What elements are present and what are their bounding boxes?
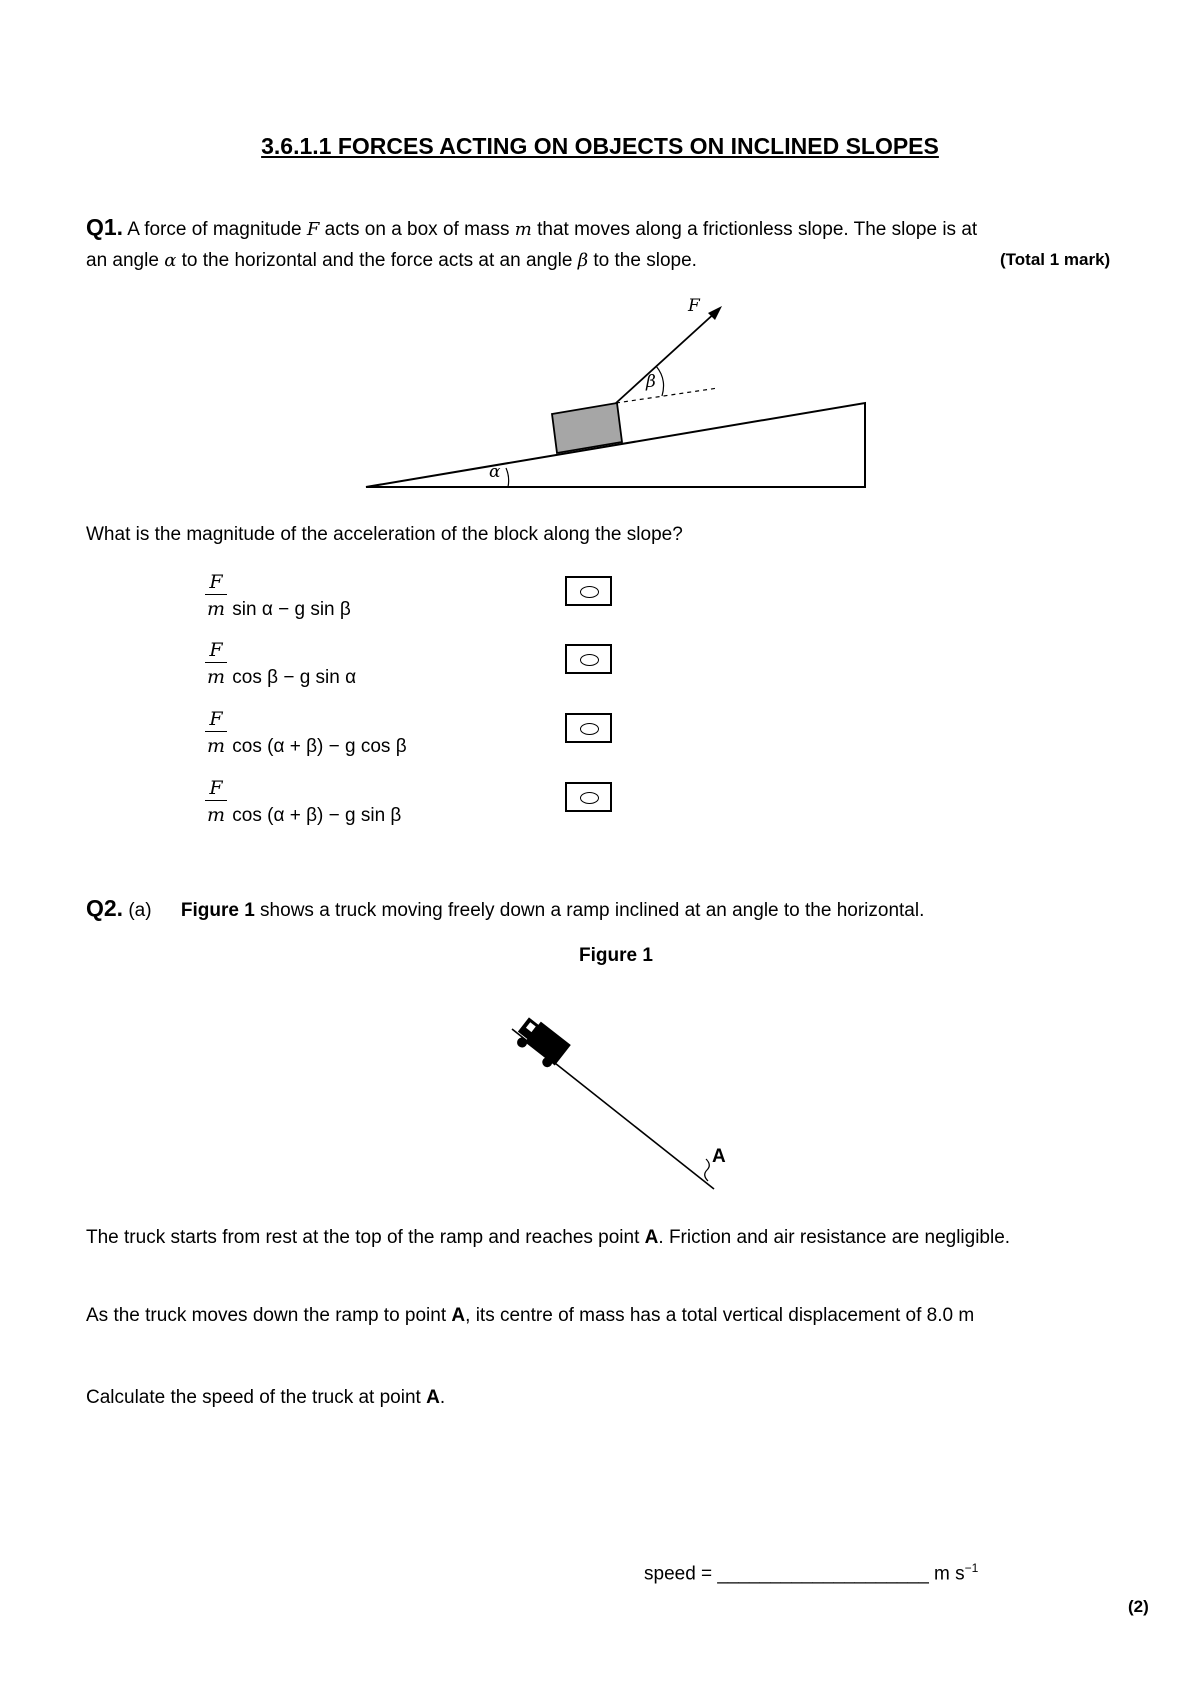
option-3-numerator: F (205, 707, 227, 732)
figure-reference: Figure 1 (180, 900, 255, 921)
option-2-numerator: F (205, 638, 227, 663)
inclined-slope-diagram (360, 295, 880, 495)
oval-icon (580, 723, 599, 735)
option-3-radio[interactable] (565, 713, 612, 743)
option-2-denominator: m (206, 666, 226, 688)
option-1-radio[interactable] (565, 576, 612, 606)
speed-label: speed = (644, 1563, 718, 1585)
option-3-denominator: m (206, 735, 226, 757)
option-4-denominator: m (206, 804, 226, 826)
q2-instruction: Calculate the speed of the truck at point A. (86, 1387, 446, 1408)
q1-number: Q1. (86, 214, 124, 240)
alpha-label: α (489, 462, 501, 482)
page-title: 3.6.1.1 FORCES ACTING ON OBJECTS ON INCLINED SLOPES (261, 133, 939, 159)
option-1-numerator: F (205, 570, 227, 595)
option-4-numerator: F (205, 776, 227, 801)
speed-answer-line (644, 1561, 978, 1585)
option-1 (205, 570, 525, 624)
force-arrow-line (616, 311, 717, 403)
option-4-radio[interactable] (565, 782, 612, 812)
oval-icon (580, 792, 599, 804)
speed-unit-exponent: −1 (964, 1561, 979, 1575)
oval-icon (580, 586, 599, 598)
alpha-arc (506, 468, 509, 487)
option-3 (205, 707, 525, 761)
point-a-label: A (712, 1146, 726, 1167)
speed-unit: m s (928, 1563, 965, 1585)
point-a-marker (705, 1159, 710, 1181)
force-label: F (688, 296, 700, 316)
q1-stem: Q1. A force of magnitude F acts on a box of mass m that moves along a frictionless slope. The slope is at an angle α to the horizontal and the force acts at an angle β to the slope. (86, 214, 978, 271)
q1-marks: (Total 1 mark) (1000, 250, 1111, 269)
option-4 (205, 776, 525, 830)
beta-arc (656, 366, 664, 396)
q2-paragraph-2: As the truck moves down the ramp to point A, its centre of mass has a total vertical displacement of 8.0 m (86, 1305, 975, 1326)
truck-icon (511, 1014, 571, 1071)
q2-number: Q2. (86, 895, 124, 921)
ramp-figure (500, 1005, 760, 1205)
option-2-radio[interactable] (565, 644, 612, 674)
option-3-expression: cos (α + β) − g cos β (227, 736, 407, 757)
figure-caption: Figure 1 (579, 945, 653, 966)
beta-label: β (646, 372, 656, 392)
option-1-expression: sin α − g sin β (227, 599, 351, 620)
option-4-expression: cos (α + β) − g sin β (227, 805, 402, 826)
option-2-expression: cos β − g sin α (227, 667, 357, 688)
q2-paragraph-1: The truck starts from rest at the top of the ramp and reaches point A. Friction and air resistance are negligible. (86, 1227, 1011, 1248)
speed-answer-blank[interactable]: ____________________ (717, 1563, 929, 1585)
oval-icon (580, 654, 599, 666)
q1-question: What is the magnitude of the acceleration of the block along the slope? (86, 524, 683, 545)
option-2 (205, 638, 525, 692)
q2-marks: (2) (1128, 1597, 1149, 1616)
q2-part: (a) (128, 900, 152, 921)
q2-intro: Q2. (a) Figure 1 shows a truck moving freely down a ramp inclined at an angle to the horizontal. (86, 895, 925, 921)
option-1-denominator: m (206, 598, 226, 620)
